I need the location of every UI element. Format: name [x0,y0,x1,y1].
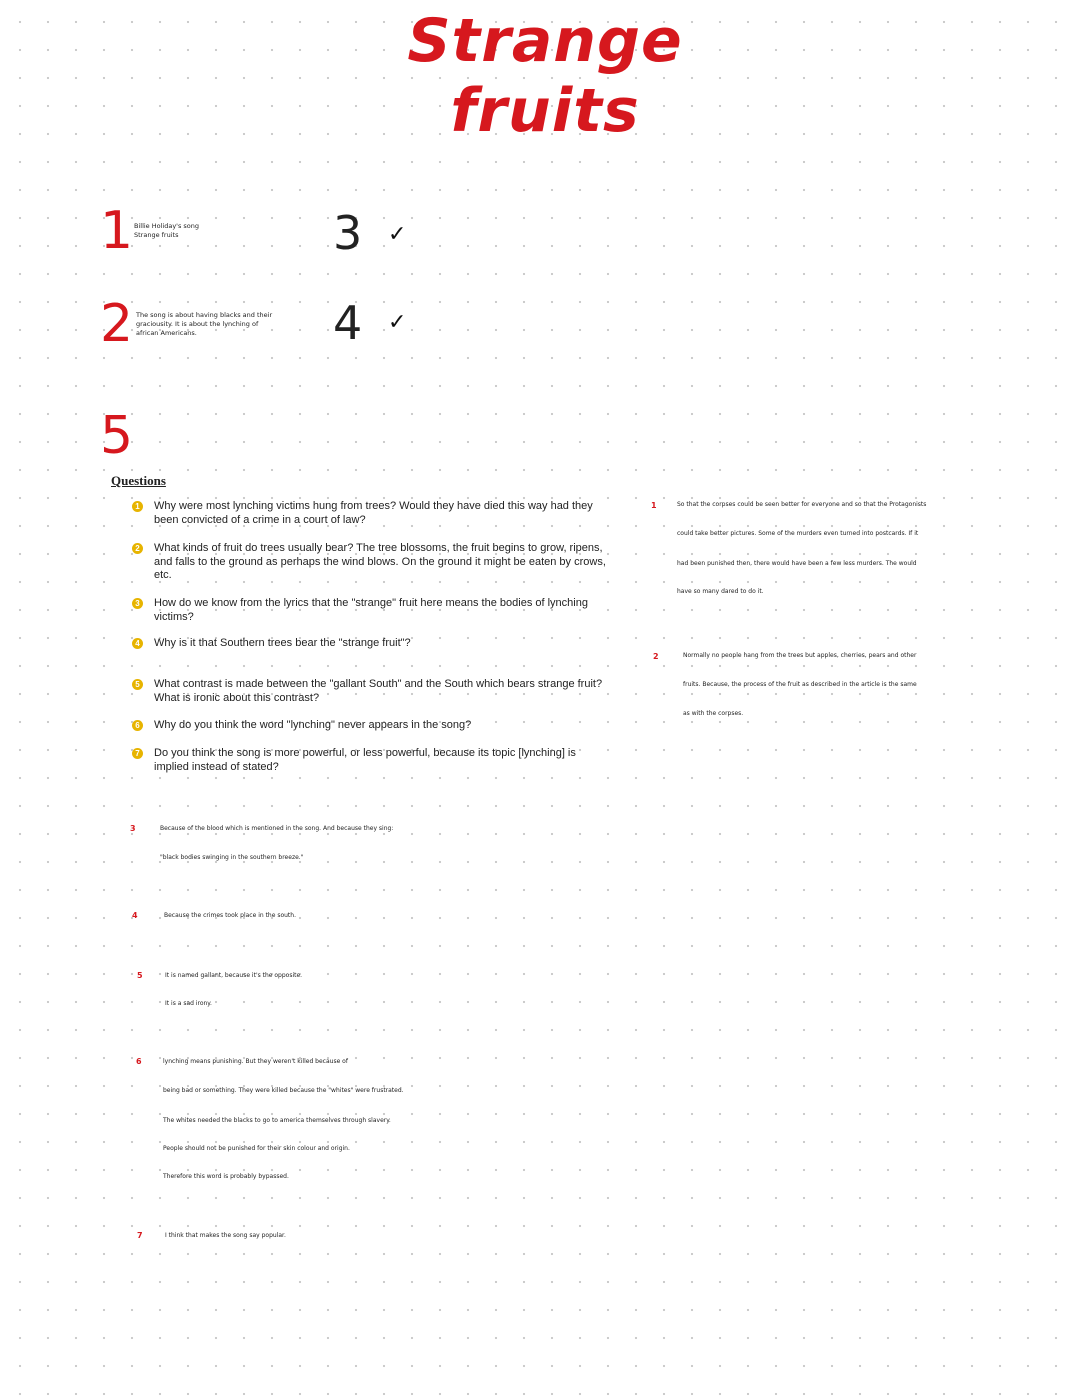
question-number-badge: 3 [132,598,143,609]
question-number-badge: 4 [132,638,143,649]
answer-line: lynching means punishing. But they weren't killed because of [163,1058,348,1065]
question-number-badge: 6 [132,720,143,731]
question-text: Why do you think the word "lynching" never appears in the song? [154,719,472,731]
question-text: Why is it that Southern trees bear the "strange fruit"? [154,637,411,649]
task-number-3: 3 [333,206,363,260]
answer-marker: 2 [653,652,659,661]
question-item [132,597,612,624]
answer-line: have so many dared to do it. [677,588,764,595]
answer-line: as with the corpses. [683,710,744,717]
answer-2-line: The song is about having blacks and their [136,311,273,319]
question-text: Do you think the song is more powerful, or less powerful, because its topic [lynching] is implied instead of stated? [154,747,576,773]
answer-1 [134,222,199,240]
answer-line: Because the crimes took place in the south. [164,912,296,919]
answer-marker: 4 [132,911,138,920]
task-number-1: 1 [100,201,134,261]
task-number-2: 2 [100,294,134,354]
answer-line: could take better pictures. Some of the murders even turned into postcards. If it [677,530,919,537]
answer-1-line: Strange fruits [134,231,179,239]
answer-line: being bad or something. They were killed because the "whites" were frustrated. [163,1087,404,1094]
answer-2 [136,311,272,338]
answer-line: People should not be punished for their skin colour and origin. [163,1145,350,1152]
answer-line: It is a sad irony. [165,1000,212,1007]
answer-line: had been punished then, there would have been a few less murders. The would [677,560,917,567]
question-number-badge: 7 [132,748,143,759]
question-text: What contrast is made between the "gallant South" and the South which bears strange fruit? What is ironic about this contrast? [154,678,603,704]
task-number-5: 5 [100,406,134,466]
task-number-4: 4 [333,296,363,350]
answer-line: So that the corpses could be seen better for everyone and so that the Protagonists [677,501,927,508]
question-item [132,542,612,583]
question-item [132,747,612,774]
answer-line: fruits. Because, the process of the fruit as described in the article is the same [683,681,917,688]
questions-heading: Questions [111,473,166,488]
answer-line: It is named gallant, because it's the opposite. [165,972,303,979]
question-number-badge: 1 [132,501,143,512]
question-number-badge: 5 [132,679,143,690]
question-item [132,678,612,705]
answer-line: Because of the blood which is mentioned in the song. And because they sing: [160,825,394,832]
answer-marker: 1 [651,501,657,510]
answer-line: Therefore this word is probably bypassed. [163,1173,289,1180]
answer-2-line: graciousity. It is about the lynching of [136,320,259,328]
question-text: Why were most lynching victims hung from trees? Would they have died this way had they been convicted of a crime in a court of law? [154,500,593,526]
question-item [132,719,612,733]
answer-marker: 6 [136,1057,142,1066]
page-title: Strange fruits [407,6,683,146]
question-text: How do we know from the lyrics that the "strange" fruit here means the bodies of lynching victims? [154,597,588,623]
check-mark-icon: ✓ [388,222,407,247]
check-mark-icon: ✓ [388,310,407,335]
answer-line: I think that makes the song say popular. [165,1232,286,1239]
question-item [132,500,612,527]
answer-line: "black bodies swinging in the southern breeze." [160,854,304,861]
answer-line: The whites needed the blacks to go to america themselves through slavery. [163,1117,391,1124]
question-number-badge: 2 [132,543,143,554]
answer-1-line: Billie Holiday's song [134,222,200,230]
answer-2-line: african Americans. [136,329,197,337]
answer-line: Normally no people hang from the trees but apples, cherries, pears and other [683,652,917,659]
answer-marker: 3 [130,824,136,833]
answer-marker: 7 [137,1231,143,1240]
answer-marker: 5 [137,971,143,980]
question-item [132,637,612,651]
question-text: What kinds of fruit do trees usually bear? The tree blossoms, the fruit begins to grow, ripens, and falls to the ground as perhaps the wind blows. On the ground it might be eaten by crows, etc. [154,542,606,581]
